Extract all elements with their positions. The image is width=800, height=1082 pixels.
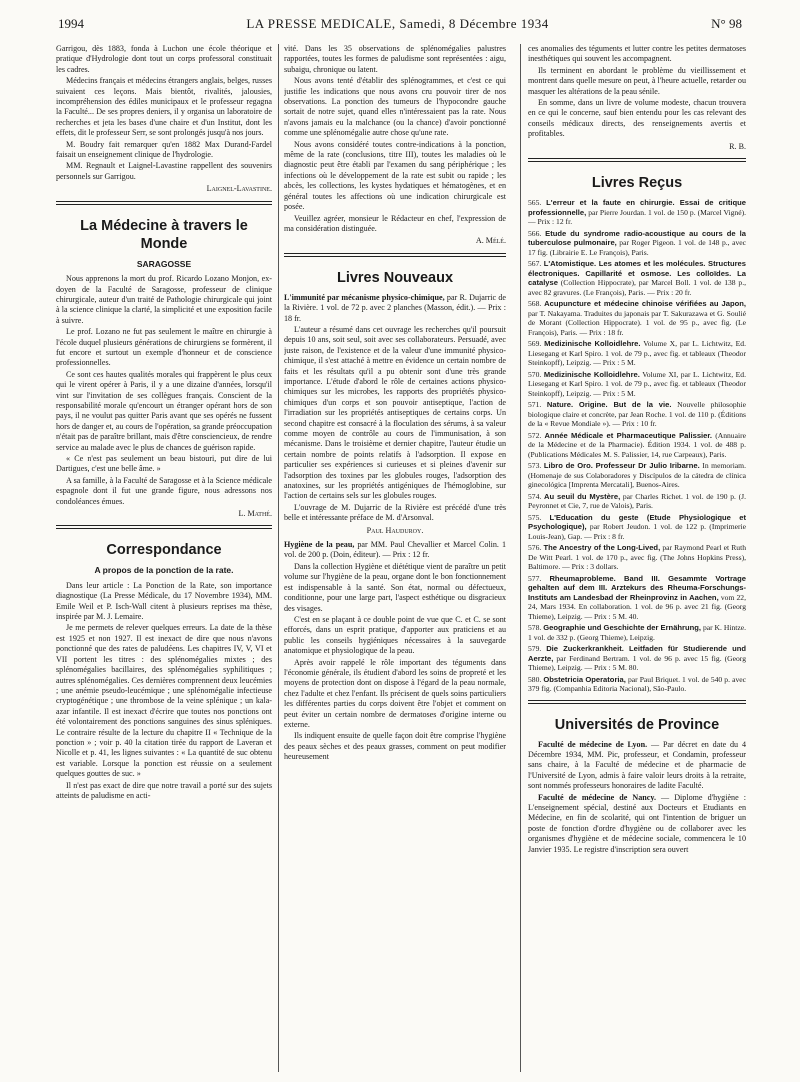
list-item xyxy=(528,461,746,490)
list-item xyxy=(528,370,746,399)
item-number: 569. xyxy=(528,339,542,349)
section-rule xyxy=(56,201,272,205)
signature: Laignel-Lavastine. xyxy=(206,184,272,194)
book-entry xyxy=(284,540,506,561)
book-title: L'immunité par mécanisme physico-chimique, xyxy=(284,292,445,302)
item-title: Obstetricia Operatoria, xyxy=(543,674,626,684)
item-number: 565. xyxy=(528,198,542,208)
paragraph: ces anomalies des téguments et lutter contre les petites dermatoses inesthétiques qui souvent les accompagnent. xyxy=(528,44,746,64)
list-item xyxy=(528,259,746,297)
column-2 xyxy=(284,44,506,1072)
paragraph: A sa famille, à la Faculté de Saragosse et à la Science médicale espagnole dont il fut une grande figure, nous adressons nos condoléances émues. xyxy=(56,475,272,506)
list-item xyxy=(528,400,746,429)
item-number: 577. xyxy=(528,573,542,583)
book-entry xyxy=(284,293,506,324)
section-subtitle: A propos de la ponction de la rate. xyxy=(94,565,234,576)
paragraph: C'est en se plaçant à ce double point de vue que C. et C. se sont efforcés, dans un esprit pratique, d'apporter aux praticiens et au public les conseils hygiéniques nécessaires à la sauvegarde anatomique et physiologique de la peau. xyxy=(284,614,506,656)
paragraph: En somme, dans un livre de volume modeste, chacun trouvera en ce qui le concerne, sauf bien entendu pour les cas relevant des conseils médicaux directs, des renseignements avertis et profitables. xyxy=(528,98,746,139)
received-books-list xyxy=(528,198,746,694)
list-item xyxy=(528,644,746,673)
section-subtitle: SARAGOSSE xyxy=(136,258,192,269)
item-title: L'Atomistique. Les atomes et les molécules. Structures électroniques. Capillarité et osmose. Les colloïdes. La catalyse xyxy=(528,259,746,288)
section-title: Universités de Province xyxy=(554,716,720,733)
section-rule xyxy=(56,525,272,529)
item-details: Nouvelle philosophie biologique claire et concrète, par Jean Roche. 1 vol. de 110 p. (Éditions de la « Revue Mondiale »). — Prix : 10 fr. xyxy=(528,400,746,429)
item-title: The Ancestry of the Long-Lived, xyxy=(543,543,661,553)
list-item xyxy=(528,675,746,694)
column-3 xyxy=(528,44,746,1072)
paragraph: Dans la collection Hygiène et diététique vient de paraître un petit volume sur l'hygiène de la peau, organe dont le bon fonctionnement est indispensable à la santé. Son état, normal ou défectueux, conditionne, pour une large part, l'aspect esthétique ou disgracieux des visages. xyxy=(284,561,506,613)
issue-number: N° 98 xyxy=(711,16,742,31)
univ-entry xyxy=(528,793,746,855)
paragraph: MM. Regnault et Laignel-Lavastine rappellent des souvenirs personnels sur Garrigou. xyxy=(56,161,272,181)
item-title: Medizinische Kolloidlehre. xyxy=(544,339,641,349)
list-item xyxy=(528,198,746,227)
item-number: 571. xyxy=(528,400,542,410)
paragraph: Nous apprenons la mort du prof. Ricardo Lozano Monjon, ex-doyen de la Faculté de Saragosse, professeur de clinique chirurgicale, auteur d'un traité de Pathologie chirurgicale qui joint à la science clinique la clarté, la simplicité et une exposition facile à suivre. xyxy=(56,274,272,325)
item-details: par T. Nakayama. Traduites du japonais par T. Sakurazawa et G. Soulié de Morant (Collection Hippocrate). 1 vol. de 95 p., avec fig. (Le François), Paris. — Prix : 18 fr. xyxy=(528,308,746,337)
paragraph: vité. Dans les 35 observations de splénomégalies palustres rapportées, toutes les formes de paludisme sont représentées : aigu, subaigu, chronique ou latent. xyxy=(284,44,506,74)
journal-title: LA PRESSE MEDICALE, Samedi, 8 Décembre 1934 xyxy=(246,16,549,31)
section-rule xyxy=(528,158,746,162)
signature: A. Mélé. xyxy=(475,236,506,246)
univ-details: — Par décret en date du 4 Décembre 1934, MM. Pic, professeur, et Condamin, professeur sans chaire, à la Faculté de médecine et de pharmacie de l'Université de Lyon, admis à faire valoir leurs droits à la retraite, sont nommés professeurs honoraires de ladite Faculté. xyxy=(528,739,746,791)
univ-title: Faculté de médecine de Lyon. xyxy=(538,739,648,749)
item-details: par Pierre Jourdan. 1 vol. de 150 p. (Marcel Vigné). — Prix : 12 fr. xyxy=(528,207,746,227)
signature: Paul Hauduroy. xyxy=(366,525,424,535)
item-number: 567. xyxy=(528,259,542,269)
paragraph: Dans leur article : La Ponction de la Rate, son importance diagnostique (La Presse Médicale, du 17 Novembre 1934), MM. Emile Weil et P. Isch-Wall citent à plusieurs reprises ma thèse, inspirée par M. J. Lemaire. xyxy=(56,580,272,622)
item-number: 574. xyxy=(528,491,542,501)
item-details: par Ferdinand Bertram. 1 vol. de 96 p. avec 15 fig. (Georg Thieme), Leipzig. — Prix : 5 M. 80. xyxy=(528,653,746,673)
book-reference: par R. Dujarric de la Rivière. 1 vol. de 72 p. avec 2 planches (Masson, édit.). — Prix : 18 fr. xyxy=(284,292,506,323)
item-number: 566. xyxy=(528,228,542,238)
section-title: Correspondance xyxy=(106,542,222,559)
paragraph: Le prof. Lozano ne fut pas seulement le maître en chirurgie à l'école duquel plusieurs générations de chirurgiens se formèrent, il fut encore et surtout un exemple d'honneur et de conscience professionnelles. xyxy=(56,327,272,368)
item-details: par K. Hintze. 1 vol. de 332 p. (Georg Thieme), Leipzig. xyxy=(528,623,746,642)
paragraph: Médecins français et médecins étrangers anglais, belges, russes suivaient ces leçons. Mais bientôt, rivalités, jalousies, incompréhension des édiles municipaux et le professeur regagna la Faculté... De ses propres deniers, il y organisa un laboratoire de recherches et jeta les bases d'une chaire et d'un Institut, dont les effets, dit le professeur Serr, se sont prolongés jusqu'à nos jours. xyxy=(56,76,272,138)
item-details: (Collection Hippocrate), par Marcel Boll. 1 vol. de 138 p., avec 82 gravures. (Le François), Paris. — Prix : 20 fr. xyxy=(528,278,746,297)
section-rule xyxy=(528,700,746,704)
item-details: vom 22, 24, Mars 1934. En collaboration. 1 vol. de 96 p. avec 21 fig. (Georg Thieme), Leipzig. — Prix : 5 M. 40. xyxy=(528,592,746,621)
univ-entry xyxy=(528,740,746,792)
paragraph: Après avoir rappelé le rôle important des téguments dans l'économie générale, ils étudient d'abord les soins de propreté et les moyens de protection dont on dispose à l'égard de la peau normale, chez l'adulte et chez l'enfant. Ils précisent de quels soins particuliers les différentes parties du corps doivent être l'objet et comment on peut éviter un certain nombre de dermatoses d'origine interne ou externe. xyxy=(284,657,506,729)
item-title: L'erreur et la faute en chirurgie. Essai de critique professionnelle, xyxy=(528,198,746,217)
running-header xyxy=(58,16,742,36)
list-item xyxy=(528,513,746,542)
item-title: Libro de Oro. Professeur Dr Julio Iribarne. xyxy=(543,461,700,471)
paragraph: Nous avons considéré toutes contre-indications à la ponction, même de la rate (conclusions, titre III), toutes les maladies où le diagnostic peut être établi par l'examen du sang périphérique ; les infections où le développement de la rate est subit ou rapide ; les abcès, les collections, les kystes hydatiques et hématogènes, et en général toutes les affections où une indication chirurgicale est posée. xyxy=(284,139,506,212)
univ-title: Faculté de médecine de Nancy. xyxy=(538,792,656,802)
list-item xyxy=(528,229,746,258)
item-number: 579. xyxy=(528,644,542,654)
paragraph: « Ce n'est pas seulement un beau bistouri, put dire de lui Dartigues, c'est une belle âme. » xyxy=(56,454,272,474)
item-title: Etude du syndrome radio-acoustique au cours de la tuberculose pulmonaire, xyxy=(528,228,746,248)
item-title: Die Zuckerkrankheit. Leitfaden für Studierende und Aerzte, xyxy=(528,644,746,663)
item-number: 570. xyxy=(528,369,542,379)
item-title: Acupuncture et médecine chinoise vérifiées au Japon, xyxy=(544,299,746,309)
paragraph: L'ouvrage de M. Dujarric de la Rivière est précédé d'une très belle et intéressante préface de M. d'Arsonval. xyxy=(284,502,506,523)
column-rule xyxy=(278,44,279,1072)
paragraph: Je me permets de relever quelques erreurs. La date de la thèse est 1925 et non 1927. Il est inexact de dire que nous n'avons ponctionné que des rates de paludéens. Les chapitres IV, V, VI et VII portent les titres : des splénomégalies mixtes ; des splénomégalies bacillaires, des splénomégalies syphilitiques ; autres splénomégalies. Ces dernières comprennent deux leucémies ; une anémie pseudo-leucémique ; une splénomégalie infectieuse cryptogénétique ; une thrombose de la veine splénique ; un kala-azar infantile. Il est inexact d'écrire que toutes nos ponctions ont été volontairement des ponctions sanguines des sinus spléniques. Le contraire résulte de la lecture du chapitre II « Technique de la ponction » ; voir p. 40 la citation tirée du rapport de Laveran et Nicolle et p. 41, les lignes suivantes : « La quantité de suc obtenu est variable. Lorsque la ponction est réussie on a seulement quelques gouttes de suc. » xyxy=(56,623,272,779)
item-number: 568. xyxy=(528,299,542,309)
paragraph: Ils indiquent ensuite de quelle façon doit être comprise l'hygiène des peaux sèches et des peaux grasses, comment on peut modifier heureusement xyxy=(284,731,506,762)
item-details: par Roger Pigeon. 1 vol. de 148 p., avec 17 fig. (Librairie E. Le François), Paris. xyxy=(528,238,746,257)
item-title: Nature. Origine. But de la vie. xyxy=(546,400,672,410)
section-title: Livres Nouveaux xyxy=(336,269,454,286)
column-1 xyxy=(56,44,272,1072)
paragraph: Il n'est pas exact de dire que notre travail a porté sur des sujets atteints de paludisme en acti- xyxy=(56,780,272,800)
paragraph: Ils terminent en abordant le problème du vieillissement et montrent dans quelle mesure on peut, à l'heure actuelle, retarder ou masquer les altérations de la peau sénile. xyxy=(528,65,746,96)
list-item xyxy=(528,574,746,622)
section-title: La Médecine à travers le Monde xyxy=(80,217,248,252)
univ-details: — Diplome d'hygiène : L'enseignement spécial, destiné aux Docteurs et Etudiants en Médecine, en fin de scolarité, qui ont l'intention de briguer un poste de fonction d'ordre d'hygiène ou de collaborer avec les organismes d'hygiène et de médecine sociale, commencera le 10 Janvier 1935. Le registre d'inscription sera ouvert xyxy=(528,792,746,854)
book-title: Hygiène de la peau, xyxy=(284,540,355,550)
item-title: Medizinische Kolloidlehre. xyxy=(543,369,640,379)
item-details: par Robert Jeudon. 1 vol. de 122 p. (Imprimerie Louis-Jean), Gap. — Prix : 8 fr. xyxy=(528,522,746,541)
list-item xyxy=(528,339,746,368)
item-details: par Charles Richet. 1 vol. de 190 p. (J. Peyronnet et Cie, 7, rue de Valois), Paris. xyxy=(528,491,746,511)
section-title: Livres Reçus xyxy=(591,175,683,192)
item-title: Geographie und Geschichte der Ernährung, xyxy=(543,623,702,633)
item-number: 575. xyxy=(528,512,542,522)
item-details: In memoriam. (Homenaje de sus Colaboradores y Discípulos de la cátedra de clínica ginecológica [Imprenta Mercatali], Buenos-Aires. xyxy=(528,461,746,490)
page-number: 1994 xyxy=(58,16,84,31)
list-item xyxy=(528,299,746,337)
paragraph: Garrigou, dès 1883, fonda à Luchon une école théorique et pratique d'Hydrologie dont tout un corps professoral constituait les cadres. xyxy=(56,44,272,74)
item-title: Rheumaprobleme. Band III. Gesammte Vortrage gehalten auf dem III. Arztekurs des Rheuma-Forschungs-Instituts am Landesbad der Rheinprovinz in Aachen, xyxy=(528,573,746,602)
column-rule xyxy=(520,44,521,1072)
paragraph: Veuillez agréer, monsieur le Rédacteur en chef, l'expression de ma considération distinguée. xyxy=(284,213,506,233)
book-reference: par MM. Paul Chevallier et Marcel Colin. 1 vol. de 200 p. (Doin, éditeur). — Prix : 12 fr. xyxy=(284,540,506,560)
list-item xyxy=(528,543,746,572)
item-number: 576. xyxy=(528,543,542,553)
item-details: par Raymond Pearl et Ruth De Witt Pearl. 1 vol. de 170 p., avec fig. (The Johns Hopkins Press), Baltimore. — Prix : 3 dollars. xyxy=(528,543,746,572)
item-title: Année Médicale et Pharmaceutique Palissier. xyxy=(544,430,713,440)
list-item xyxy=(528,492,746,511)
paragraph: Ce sont ces hautes qualités morales qui frappèrent le plus ceux qui le virent opérer à Paris, il y a une dizaine d'années, lorsqu'il vint sur l'invitation de ses collègues français. Conscient de la responsabilité morale qu'encourt un étranger opérant hors de son pays, il ne voulut pas quitter Paris avant que ses opérés ne fussent hors de danger et, au cours de l'opération, sa grande préoccupation n'était pas de paraître brillant, mais d'être consciencieux, de rendre service au malade avec le plus de chances de guérison rapide. xyxy=(56,369,272,452)
item-details: Volume XI, par L. Lichtwitz, Ed. Liesegang et Karl Spiro. 1 vol. de 79 p., avec fig. et tableaux (Theodor Steinkopff), Leipzig. — Prix : 5 M. xyxy=(528,369,746,398)
section-rule xyxy=(284,253,506,257)
signature: L. Mathé. xyxy=(238,509,272,519)
item-number: 580. xyxy=(528,674,542,684)
paragraph: L'auteur a résumé dans cet ouvrage les recherches qu'il poursuit depuis 10 ans, soit seul, soit avec ses collaborateurs. Persuadé, avec juste raison, de l'existence et de la valeur d'une immunité physico-chimique, il s'est attaché à mettre en évidence un certain nombre de faits et les résultats qu'il a pu obtenir sont d'une très grande importance. L'étude d'abord le rôle de certaines actions physico-chimiques sur les microbes, les rapports des propriétés physico-chimiques d'un corps et son pouvoir antiseptique, l'action de l'irradiation sur les propriétés antiseptiques de certains corps. Un second chapitre est consacré à la floculation des sérums, à sa valeur comme moyen de contrôle au cours de l'immunisation, à son mécanisme. Dans le troisième et dernier chapitre, l'auteur étudie un certain nombre de points relatifs à l'adsorption. Il expose en particulier ses expériences si curieuses et si pleines d'avenir sur l'adsorption des toxines par les globules rouges, l'adsorption des anatoxines, sur les propriétés antigéniques de l'hémoglobine, sur l'action de certains sels sur les globules rouges. xyxy=(284,324,506,501)
item-title: Au seuil du Mystère, xyxy=(543,491,621,501)
list-item xyxy=(528,623,746,642)
item-number: 573. xyxy=(528,461,542,471)
item-details: Volume X, par L. Lichtwitz, Ed. Liesegang et Karl Spiro. 1 vol. de 79 p., avec fig. et tableaux (Theodor Steinkopff), Leipzig. — Prix : 5 M. xyxy=(528,339,746,368)
item-number: 578. xyxy=(528,623,542,633)
paragraph: Nous avons tenté d'établir des splénogrammes, et c'est ce qui justifie les indications que nous avons cru pouvoir tirer de nos observations. La ponction des tumeurs de l'hypocondre gauche sortait de notre sujet, quand elles n'intéressaient pas la rate. Nous n'avons jamais eu la malchance (ou la chance) d'avoir ponctionné comme une splénomégalie autre chose qu'une rate. xyxy=(284,76,506,138)
signature: R. B. xyxy=(729,141,746,151)
list-item xyxy=(528,431,746,460)
item-title: L'Education du geste (Etude Physiologique et Psychologique), xyxy=(528,512,746,532)
item-details: (Annuaire de la Médecine et de la Pharmacie). Édition 1934. 1 vol. de 488 p. (Publications Médicales M. S. Palissier, 14, rue Carpeaux), Paris. xyxy=(528,430,746,459)
item-number: 572. xyxy=(528,430,542,440)
paragraph: M. Boudry fait remarquer qu'en 1882 Max Durand-Fardel faisait un enseignement clinique de l'hydrologie. xyxy=(56,139,272,160)
item-details: par Paul Briquet. 1 vol. de 540 p. avec 379 fig. (Companhia Editoria Nacional), São-Paulo. xyxy=(528,674,746,694)
